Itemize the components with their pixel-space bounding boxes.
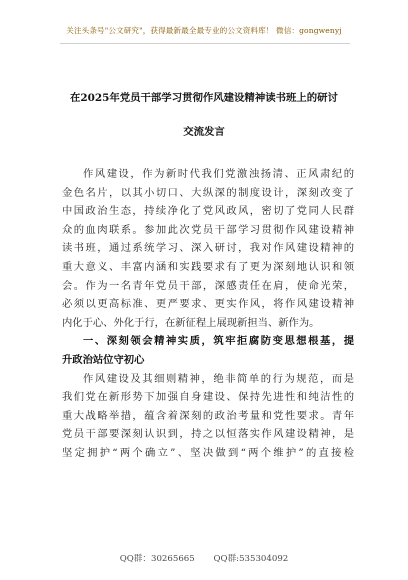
- header-note: 关注头条号"公文研究"，获得最新最全最专业的公文资料库！ 微信：gongwenyj: [66, 26, 342, 35]
- body-line: 升政治站位守初心: [62, 353, 145, 366]
- footer-qq-group-2: QQ群:535304092: [213, 554, 289, 564]
- body-line: 会。作为一名青年党员干部，深感责任在肩，使命光荣，: [62, 279, 354, 292]
- body-line: 重大意义、丰富内涵和实践要求有了更为深刻地认识和领: [62, 260, 354, 273]
- header-divider: [60, 43, 350, 44]
- body-line: 重大战略举措，蕴含着深刻的政治考量和党性要求。青年: [62, 409, 354, 422]
- footer: [0, 552, 408, 564]
- body-line: 必须以更高标准、更严要求、更实作风，将作风建设精神: [62, 298, 354, 311]
- body-line: 众的血肉联系。参加此次党员干部学习贯彻作风建设精神: [62, 223, 354, 236]
- document-body: [62, 165, 354, 463]
- body-line: 内化于心、外化于行，在新征程上展现新担当、新作为。: [62, 316, 320, 329]
- body-line: 一、深刻领会精神实质，筑牢拒腐防变思想根基，提: [83, 335, 354, 348]
- document-title-line-2: 交流发言: [183, 126, 225, 138]
- body-line: 作风建设，作为新时代我们党激浊扬清、正风肃纪的: [83, 168, 354, 180]
- body-line: 党员干部要深刻认识到，持之以恒落实作风建设精神，是: [62, 428, 354, 441]
- body-line: 读书班，通过系统学习、深入研讨，我对作风建设精神的: [62, 242, 354, 255]
- body-line: 金色名片，以其小切口、大纵深的制度设计，深刻改变了: [62, 186, 354, 199]
- body-line: 作风建设及其细则精神，绝非简单的行为规范，而是: [83, 372, 354, 385]
- body-line: 我们党在新形势下加强自身建设、保持先进性和纯洁性的: [62, 391, 354, 404]
- footer-qq-group-1: QQ群：30265665: [119, 554, 195, 564]
- document-title-line-1: 在2025年党员干部学习贯彻作风建设精神读书班上的研讨: [70, 92, 338, 104]
- body-line: 中国政治生态，持续净化了党风政风，密切了党同人民群: [62, 205, 354, 218]
- body-line: 坚定拥护“两个确立”、坚决做到“两个维护”的直接检: [62, 446, 354, 459]
